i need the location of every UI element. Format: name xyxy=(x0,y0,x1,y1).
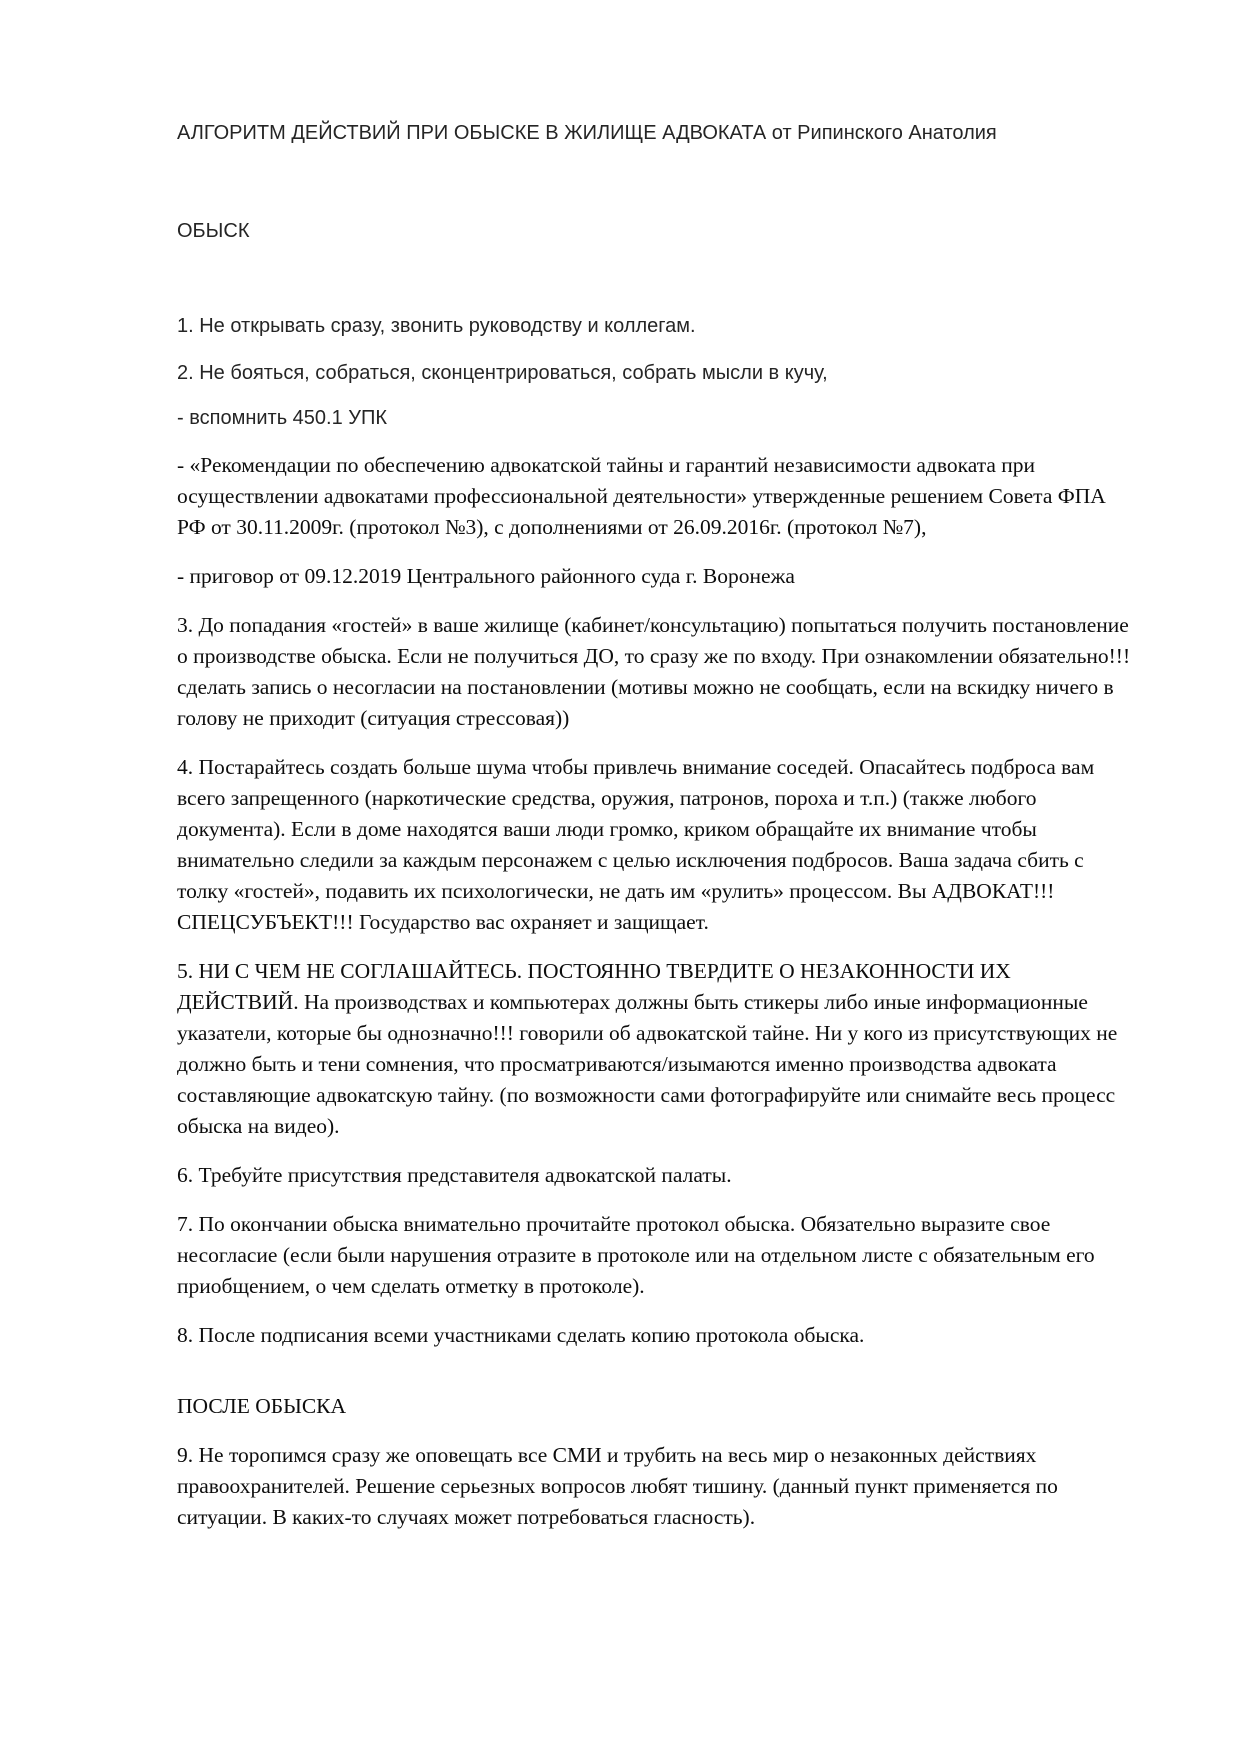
paragraph-item-7: 7. По окончании обыска внимательно прочитайте протокол обыска. Обязательно выразите свое несогласие (если были нарушения отразите в протоколе или на отдельном листе с обязательным его приобщением, о чем сделать отметку в протоколе). xyxy=(177,1212,1095,1298)
section-heading-obysk: ОБЫСК xyxy=(177,220,250,242)
paragraph-item-8: 8. После подписания всеми участниками сделать копию протокола обыска. xyxy=(177,1323,865,1347)
paragraph-item-3: 3. До попадания «гостей» в ваше жилище (кабинет/консультацию) попытаться получить постановление о производстве обыска. Если не получиться ДО, то сразу же по входу. При ознакомлении обязательно!!! сделать запись о несогласии на постановлении (мотивы можно не сообщать, если на вскидку ничего в голову не приходит (ситуация стрессовая)) xyxy=(177,613,1131,730)
paragraph-item-9: 9. Не торопимся сразу же оповещать все СМИ и трубить на весь мир о незаконных действиях правоохранителей. Решение серьезных вопросов любят тишину. (данный пункт применяется по ситуации. В каких-то случаях может потребоваться гласность). xyxy=(177,1443,1058,1529)
paragraph-note-verdict: - приговор от 09.12.2019 Центрального районного суда г. Воронежа xyxy=(177,564,795,588)
paragraph-item-2: 2. Не бояться, собраться, сконцентрироваться, собрать мысли в кучу, xyxy=(177,362,828,384)
section-heading-posle-obyska: ПОСЛЕ ОБЫСКА xyxy=(177,1394,347,1418)
paragraph-item-1: 1. Не открывать сразу, звонить руководству и коллегам. xyxy=(177,315,696,337)
paragraph-note-upk: - вспомнить 450.1 УПК xyxy=(177,407,388,429)
paragraph-item-6: 6. Требуйте присутствия представителя адвокатской палаты. xyxy=(177,1163,732,1187)
document-title: АЛГОРИТМ ДЕЙСТВИЙ ПРИ ОБЫСКЕ В ЖИЛИЩЕ АДВОКАТА от Рипинского Анатолия xyxy=(177,122,997,144)
paragraph-item-4: 4. Постарайтесь создать больше шума чтобы привлечь внимание соседей. Опасайтесь подброса вам всего запрещенного (наркотические средства, оружия, патронов, пороха и т.п.) (также любого документа). Если в доме находятся ваши люди громко, криком обращайте их внимание чтобы внимательно следили за каждым персонажем с целью исключения подбросов. Ваша задача сбить с толку «гостей», подавить их психологически, не дать им «рулить» процессом. Вы АДВОКАТ!!! СПЕЦСУБЪЕКТ!!! Государство вас охраняет и защищает. xyxy=(177,755,1095,934)
paragraph-note-recommendations: - «Рекомендации по обеспечению адвокатской тайны и гарантий независимости адвоката при осуществлении адвокатами профессиональной деятельности» утвержденные решением Совета ФПА РФ от 30.11.2009г. (протокол №3), с дополнениями от 26.09.2016г. (протокол №7), xyxy=(177,453,1106,539)
paragraph-item-5: 5. НИ С ЧЕМ НЕ СОГЛАШАЙТЕСЬ. ПОСТОЯННО ТВЕРДИТЕ О НЕЗАКОННОСТИ ИХ ДЕЙСТВИЙ. На производствах и компьютерах должны быть стикеры либо иные информационные указатели, которые бы однозначно!!! говорили об адвокатской тайне. Ни у кого из присутствующих не должно быть и тени сомнения, что просматриваются/изымаются именно производства адвоката составляющие адвокатскую тайну. (по возможности сами фотографируйте или снимайте весь процесс обыска на видео). xyxy=(177,959,1118,1138)
